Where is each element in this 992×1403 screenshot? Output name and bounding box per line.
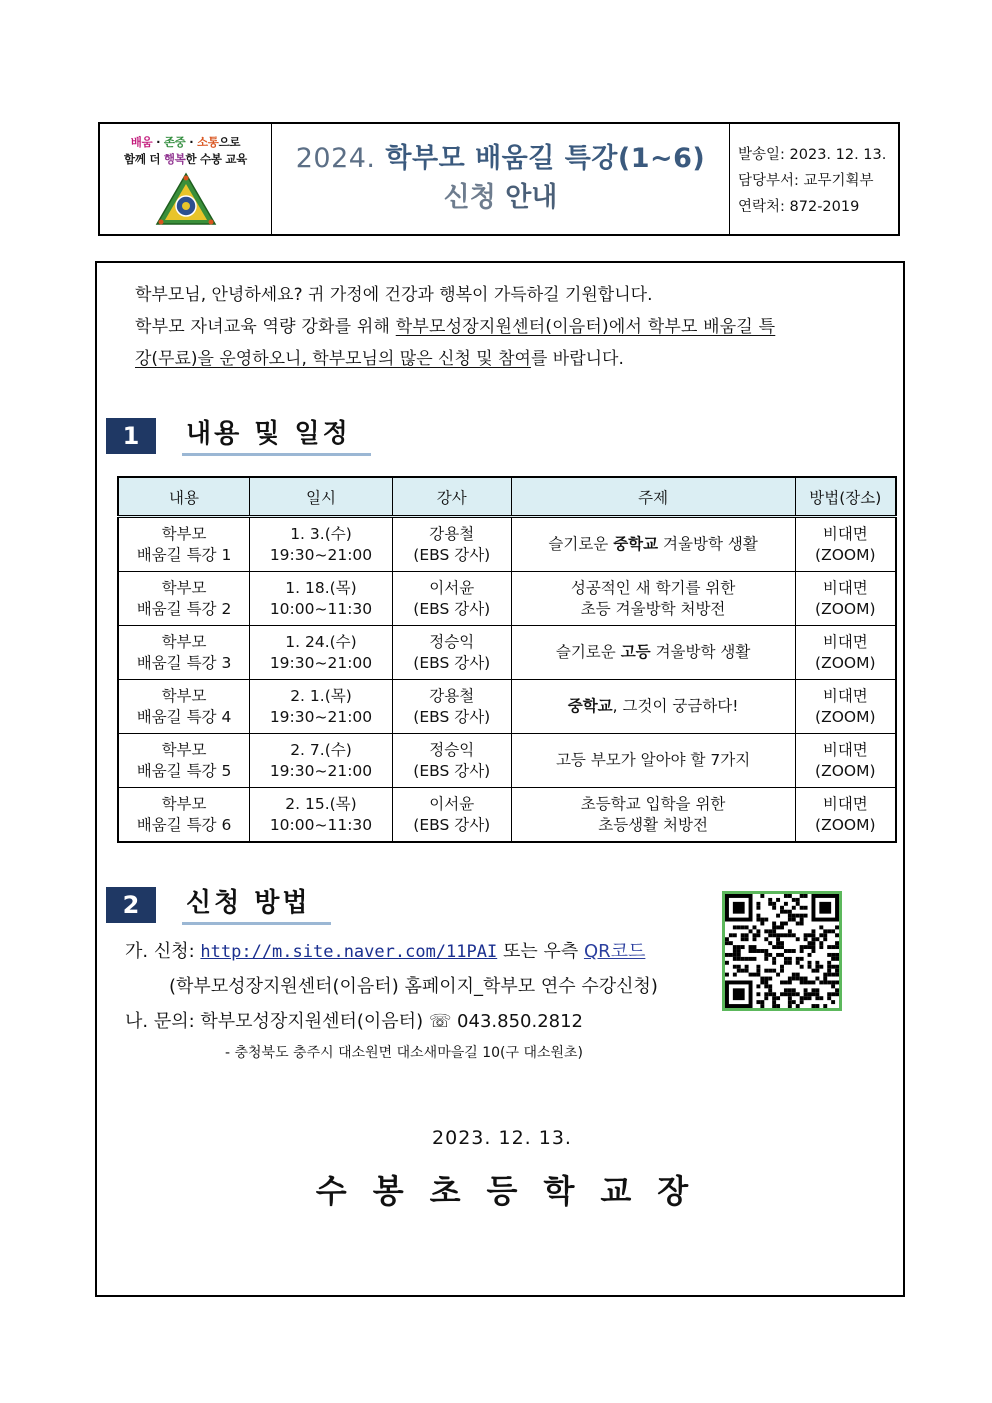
lecture-name-cell <box>118 734 250 788</box>
method-cell <box>795 680 896 734</box>
lecture-name: 학부모 <box>161 632 207 651</box>
lecturer-name: 이서윤 <box>429 794 475 813</box>
topic-cell <box>511 680 795 734</box>
apply-subtext: (학부모성장지원센터(이음터) 홈페이지_학부모 연수 수강신청) <box>169 976 658 997</box>
apply-url-link[interactable]: http://m.site.naver.com/11PAI <box>200 942 498 962</box>
table-row <box>118 626 896 680</box>
lecture-name: 학부모 <box>161 524 207 543</box>
lecturer-affiliation: (EBS 강사) <box>413 599 491 618</box>
lecture-name-cell <box>118 517 250 572</box>
table-header-row <box>118 477 896 517</box>
section-number: 2 <box>106 887 156 923</box>
table-row <box>118 680 896 734</box>
venue: (ZOOM) <box>815 653 876 672</box>
intro-text: 학부모 자녀교육 역량 강화를 위해 <box>135 317 396 337</box>
topic-emphasis: 중학교 <box>567 697 613 715</box>
address-line <box>225 1042 583 1062</box>
apply-label: 가. 신청: <box>125 941 201 962</box>
document-subtitle <box>444 178 558 218</box>
qr-code-link[interactable]: QR코드 <box>583 941 646 962</box>
topic-cell <box>511 626 795 680</box>
topic-text-line2: 초등생활 처방전 <box>598 815 708 834</box>
topic-cell <box>511 572 795 626</box>
topic-text: 초등학교 입학을 위한 <box>580 794 726 813</box>
topic-text: 성공적인 새 학기를 위한 <box>570 578 736 597</box>
topic-emphasis: 고등 <box>620 643 651 661</box>
lecture-number: 배움길 특강 1 <box>136 545 232 564</box>
intro-text: 를 바랍니다. <box>530 349 624 369</box>
document-title <box>296 140 706 178</box>
schedule-table <box>117 476 897 843</box>
slogan-word-learning: 배움 <box>130 135 153 149</box>
method-cell <box>795 734 896 788</box>
topic-cell <box>511 517 795 572</box>
table-row <box>118 572 896 626</box>
section-title: 내용 및 일정 <box>182 417 371 456</box>
venue: (ZOOM) <box>815 761 876 780</box>
datetime-cell <box>250 788 393 843</box>
lecture-date: 1. 24.(수) <box>285 632 357 651</box>
intro-paragraph <box>135 279 885 375</box>
lecture-number: 배움길 특강 2 <box>136 599 232 618</box>
venue: (ZOOM) <box>815 815 876 834</box>
datetime-cell <box>250 626 393 680</box>
section-title: 신청 방법 <box>182 886 331 925</box>
apply-text: 또는 우측 <box>497 941 584 962</box>
slogan-dot: · <box>185 135 197 149</box>
method: 비대면 <box>822 524 868 543</box>
slogan-dot: · <box>152 135 164 149</box>
intro-greeting: 학부모님, 안녕하세요? 귀 가정에 건강과 행복이 가득하길 기원합니다. <box>135 285 653 305</box>
method: 비대면 <box>822 686 868 705</box>
lecturer-affiliation: (EBS 강사) <box>413 545 491 564</box>
section-number: 1 <box>106 418 156 454</box>
venue: (ZOOM) <box>815 545 876 564</box>
lecturer-affiliation: (EBS 강사) <box>413 707 491 726</box>
lecture-name: 학부모 <box>161 740 207 759</box>
principal-signature: 수봉초등학교장 <box>315 1172 715 1210</box>
topic-emphasis: 중학교 <box>613 535 659 553</box>
method-cell <box>795 626 896 680</box>
table-row <box>118 734 896 788</box>
qr-code-icon <box>725 894 839 1008</box>
venue: (ZOOM) <box>815 599 876 618</box>
lecture-name: 학부모 <box>161 578 207 597</box>
datetime-cell <box>250 572 393 626</box>
section-2-heading <box>106 886 331 924</box>
address-text: - 충청북도 충주시 대소원면 대소새마을길 10(구 대소원초) <box>225 1045 584 1061</box>
topic-cell <box>511 788 795 843</box>
subtitle-apply: 신청 <box>443 182 496 213</box>
datetime-cell <box>250 680 393 734</box>
main-content-box <box>95 261 905 1297</box>
column-header: 일시 <box>250 477 393 517</box>
topic-text: 고등 부모가 알아야 할 7가지 <box>555 751 751 769</box>
slogan-suffix: 으로 <box>218 135 241 149</box>
contact-number: 연락처: 872-2019 <box>738 199 860 215</box>
slogan-word-communication: 소통 <box>196 135 219 149</box>
topic-text: 슬기로운 <box>555 643 621 661</box>
method: 비대면 <box>822 578 868 597</box>
intro-line-3 <box>135 343 885 375</box>
lecturer-cell <box>392 734 511 788</box>
lecture-number: 배움길 특강 4 <box>136 707 232 726</box>
column-header: 강사 <box>392 477 511 517</box>
topic-text-line2: 초등 겨울방학 처방전 <box>580 599 726 618</box>
venue: (ZOOM) <box>815 707 876 726</box>
intro-line-2 <box>135 311 885 343</box>
lecture-name-cell <box>118 680 250 734</box>
lecturer-name: 이서윤 <box>429 578 475 597</box>
intro-highlight: 학부모성장지원센터(이음터)에서 학부모 배움길 특 <box>395 317 776 337</box>
lecture-date: 2. 15.(목) <box>285 794 357 813</box>
subtitle-guide: 안내 <box>505 182 558 213</box>
method: 비대면 <box>822 740 868 759</box>
apply-line-a-sub <box>169 972 658 998</box>
lecture-name-cell <box>118 788 250 843</box>
issue-info-cell <box>730 124 898 234</box>
title-cell <box>272 124 730 234</box>
inquiry-text: 나. 문의: 학부모성장지원센터(이음터) ☏ 043.850.2812 <box>125 1011 584 1032</box>
lecturer-cell <box>392 788 511 843</box>
method: 비대면 <box>822 794 868 813</box>
intro-highlight: 강(무료)을 운영하오니, 학부모님의 많은 신청 및 참여 <box>135 349 531 369</box>
method-cell <box>795 517 896 572</box>
table-row <box>118 788 896 843</box>
lecturer-affiliation: (EBS 강사) <box>413 653 491 672</box>
lecture-number: 배움길 특강 6 <box>136 815 232 834</box>
lecturer-name: 정승익 <box>429 632 475 651</box>
qr-code[interactable] <box>722 891 842 1011</box>
topic-text: 슬기로운 <box>548 535 614 553</box>
lecture-number: 배움길 특강 3 <box>136 653 232 672</box>
column-header: 주제 <box>511 477 795 517</box>
title-year: 2024. <box>295 143 376 174</box>
intro-line-1 <box>135 279 885 311</box>
column-header: 내용 <box>118 477 250 517</box>
lecture-name-cell <box>118 572 250 626</box>
document-header <box>98 122 900 236</box>
lecturer-name: 강용철 <box>429 524 475 543</box>
lecture-time: 19:30~21:00 <box>269 545 373 564</box>
school-slogan <box>124 134 247 168</box>
lecture-date: 1. 18.(목) <box>285 578 357 597</box>
table-row <box>118 517 896 572</box>
slogan-text: 한 수봉 교육 <box>185 152 247 166</box>
method-cell <box>795 572 896 626</box>
issue-date-footer: 2023. 12. 13. <box>432 1127 572 1149</box>
lecture-date: 1. 3.(수) <box>290 524 352 543</box>
datetime-cell <box>250 517 393 572</box>
topic-text: , 그것이 궁금하다! <box>612 697 739 715</box>
lecturer-affiliation: (EBS 강사) <box>413 761 491 780</box>
datetime-cell <box>250 734 393 788</box>
lecturer-cell <box>392 572 511 626</box>
lecturer-affiliation: (EBS 강사) <box>413 815 491 834</box>
lecture-date: 2. 7.(수) <box>290 740 352 759</box>
lecture-time: 10:00~11:30 <box>269 599 373 618</box>
column-header: 방법(장소) <box>795 477 896 517</box>
lecture-time: 19:30~21:00 <box>269 653 373 672</box>
lecture-name: 학부모 <box>161 686 207 705</box>
slogan-word-respect: 존중 <box>163 135 186 149</box>
apply-line-a <box>125 937 645 963</box>
lecturer-cell <box>392 626 511 680</box>
method-cell <box>795 788 896 843</box>
lecture-time: 19:30~21:00 <box>269 707 373 726</box>
slogan-word-happiness: 행복 <box>163 152 186 166</box>
lecture-date: 2. 1.(목) <box>290 686 352 705</box>
topic-text: 겨울방학 생활 <box>650 643 751 661</box>
department: 담당부서: 교무기획부 <box>738 173 874 189</box>
lecturer-cell <box>392 680 511 734</box>
school-emblem-icon <box>155 172 217 226</box>
lecture-time: 10:00~11:30 <box>269 815 373 834</box>
issue-date: 발송일: 2023. 12. 13. <box>738 147 887 163</box>
school-slogan-cell <box>100 124 272 234</box>
title-main: 학부모 배움길 특강(1~6) <box>385 143 706 174</box>
lecture-name: 학부모 <box>161 794 207 813</box>
apply-line-b <box>125 1007 583 1033</box>
section-1-heading <box>106 417 371 455</box>
topic-text: 겨울방학 생활 <box>658 535 758 553</box>
lecturer-name: 정승익 <box>429 740 475 759</box>
lecture-name-cell <box>118 626 250 680</box>
lecture-number: 배움길 특강 5 <box>136 761 232 780</box>
slogan-text: 함께 더 <box>124 152 164 166</box>
lecturer-name: 강용철 <box>429 686 475 705</box>
lecture-time: 19:30~21:00 <box>269 761 373 780</box>
lecturer-cell <box>392 517 511 572</box>
method: 비대면 <box>822 632 868 651</box>
topic-cell <box>511 734 795 788</box>
